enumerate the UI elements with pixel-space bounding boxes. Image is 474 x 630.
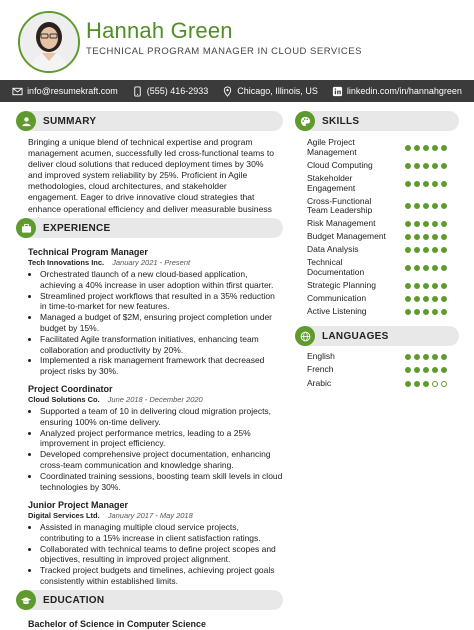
rating-dot: [423, 309, 429, 315]
rating-dot: [423, 234, 429, 240]
contact-phone-text: (555) 416-2933: [146, 86, 209, 96]
rating-row: [307, 232, 447, 242]
rating-dot: [432, 221, 438, 227]
job-bullet: • Assisted in managing multiple cloud service projects, contributing to a 15% increase in client satisfaction ratings.: [40, 522, 283, 544]
rating-label: Communication: [307, 293, 367, 304]
rating-dot: [405, 367, 411, 373]
avatar: [18, 11, 80, 73]
contact-bar: [0, 80, 474, 102]
rating-dot: [423, 221, 429, 227]
job-dates: June 2018 - December 2020: [107, 395, 203, 404]
rating-label: Cloud Computing: [307, 159, 373, 170]
rating-dot: [441, 163, 447, 169]
candidate-role: TECHNICAL PROGRAM MANAGER IN CLOUD SERVICES: [86, 46, 362, 57]
section-skills-title: SKILLS: [322, 115, 360, 127]
rating-dots: [405, 265, 447, 271]
rating-dot: [423, 283, 429, 289]
job-bullets: [28, 269, 283, 377]
section-skills-header: [296, 111, 459, 131]
job-bullet: • Supported a team of 10 in delivering cloud migration projects, ensuring 100% on-time delivery.: [40, 406, 283, 428]
job-entry: [28, 247, 283, 377]
contact-linkedin[interactable]: [332, 86, 462, 97]
rating-dot: [441, 381, 447, 387]
rating-dot: [441, 203, 447, 209]
rating-dots: [405, 234, 447, 240]
rating-row: [307, 197, 447, 217]
rating-row: [307, 245, 447, 255]
rating-dot: [441, 145, 447, 151]
rating-dot: [405, 283, 411, 289]
rating-dot: [414, 234, 420, 240]
rating-dot: [432, 203, 438, 209]
rating-dot: [432, 181, 438, 187]
job-bullet: • Facilitated Agile transformation initiatives, enhancing team collaboration and productivity by 20%.: [40, 334, 283, 356]
rating-dot: [414, 296, 420, 302]
rating-dots: [405, 354, 447, 360]
job-bullet: • Implemented a risk management framework that decreased project risks by 30%.: [40, 355, 283, 377]
rating-dot: [423, 181, 429, 187]
rating-label: Agile Project Management: [307, 137, 357, 157]
job-company-line: [28, 395, 283, 405]
rating-dots: [405, 367, 447, 373]
job-company: Cloud Solutions Co.: [28, 395, 100, 404]
rating-dot: [423, 203, 429, 209]
rating-dots: [405, 221, 447, 227]
palette-icon: [295, 111, 315, 131]
rating-dot: [405, 145, 411, 151]
rating-dot: [423, 145, 429, 151]
education-degree: Bachelor of Science in Computer Science: [28, 619, 207, 629]
linkedin-icon: [332, 86, 343, 97]
rating-label: Data Analysis: [307, 244, 359, 255]
rating-label: English: [307, 351, 335, 361]
rating-row: [307, 258, 447, 278]
user-icon: [16, 111, 36, 131]
skills-list: [307, 138, 447, 320]
rating-dot: [405, 247, 411, 253]
rating-dot: [423, 367, 429, 373]
job-bullet: • Tracked project budgets and timelines, achieving project goals consistently within established limits.: [40, 565, 283, 587]
job-bullet: • Managed a budget of $2M, ensuring project completion under budget by 15%.: [40, 312, 283, 334]
rating-dot: [432, 247, 438, 253]
rating-dot: [432, 163, 438, 169]
job-title: Junior Project Manager: [28, 500, 129, 510]
rating-dot: [423, 163, 429, 169]
rating-label: French: [307, 364, 334, 375]
mail-icon: [12, 86, 23, 97]
job-company: Tech Innovations Inc.: [28, 258, 105, 267]
rating-dot: [405, 381, 411, 387]
job-bullets: [28, 406, 283, 492]
phone-icon: [132, 86, 143, 97]
rating-row: [307, 161, 447, 171]
rating-dot: [414, 354, 420, 360]
rating-label: Risk Management: [307, 218, 376, 229]
job-dates: January 2021 - Present: [112, 258, 191, 267]
rating-dot: [432, 296, 438, 302]
rating-dot: [432, 283, 438, 289]
rating-dot: [432, 309, 438, 315]
rating-dot: [432, 265, 438, 271]
rating-row: [307, 281, 447, 291]
rating-dot: [441, 309, 447, 315]
job-title: Project Coordinator: [28, 384, 113, 394]
rating-label: Stakeholder Engagement: [307, 172, 356, 193]
location-pin-icon: [222, 86, 233, 97]
rating-dot: [405, 309, 411, 315]
rating-row: [307, 365, 447, 375]
rating-label: Strategic Planning: [307, 280, 376, 291]
rating-row: [307, 219, 447, 229]
rating-dot: [441, 265, 447, 271]
rating-row: [307, 174, 447, 194]
briefcase-icon: [16, 218, 36, 238]
job-company-line: [28, 258, 283, 268]
rating-dots: [405, 283, 447, 289]
job-bullet: • Collaborated with technical teams to define project scopes and objectives, resulting in improved project alignment.: [40, 544, 283, 566]
section-experience-header: [17, 218, 283, 238]
rating-dot: [441, 234, 447, 240]
rating-dot: [414, 309, 420, 315]
rating-dot: [432, 145, 438, 151]
rating-label: Technical Documentation: [307, 257, 365, 278]
summary-paragraph: Bringing a unique blend of technical expertise and program management acumen, successfully led cross-functional teams to deliver cloud solutions that reduced deployment times by 30% and improved system reliability by 25%. Proficient in Agile methodologies, cloud architectures, and stakeholder engagement. Eager to drive innovative cloud strategies that enhance operational efficiency and deliver measurable business: [28, 137, 274, 214]
rating-row: [307, 352, 447, 362]
rating-dot: [414, 145, 420, 151]
section-summary-header: [17, 111, 283, 131]
rating-dot: [405, 221, 411, 227]
rating-dot: [405, 234, 411, 240]
resume-header: [0, 0, 474, 80]
contact-phone[interactable]: [132, 86, 209, 97]
rating-dot: [423, 265, 429, 271]
section-languages-header: [296, 326, 459, 346]
section-summary-title: SUMMARY: [43, 115, 97, 127]
rating-dots: [405, 145, 447, 151]
rating-dot: [414, 203, 420, 209]
job-title: Technical Program Manager: [28, 247, 148, 257]
rating-dot: [405, 296, 411, 302]
job-entry: [28, 500, 283, 587]
rating-dot: [441, 247, 447, 253]
rating-row: [307, 294, 447, 304]
rating-dot: [423, 381, 429, 387]
job-bullet: • Orchestrated tlaunch of a new cloud-based application, achieving a 40% increase in user adoption within tfirst quarter.: [40, 269, 283, 291]
rating-row: [307, 138, 447, 158]
rating-dot: [423, 247, 429, 253]
rating-label: Budget Management: [307, 231, 386, 242]
job-bullet: • Developed comprehensive project documentation, enhancing cross-team communication and knowledge sharing.: [40, 449, 283, 471]
job-bullet: • Analyzed project performance metrics, leading to a 25% improvement in project efficiency.: [40, 428, 283, 450]
rating-dot: [405, 203, 411, 209]
rating-dot: [441, 221, 447, 227]
rating-dot: [414, 163, 420, 169]
section-languages-title: LANGUAGES: [322, 330, 389, 342]
rating-dot: [441, 296, 447, 302]
contact-email[interactable]: [12, 86, 118, 97]
globe-icon: [295, 326, 315, 346]
rating-dot: [414, 265, 420, 271]
job-bullet: • Coordinated training sessions, boosting team skill levels in cloud technologies by 30%.: [40, 471, 283, 493]
rating-dot: [423, 354, 429, 360]
languages-list: [307, 352, 447, 392]
section-education-title: EDUCATION: [43, 594, 105, 606]
job-entry: [28, 384, 283, 492]
rating-dots: [405, 203, 447, 209]
rating-row: [307, 379, 447, 389]
rating-dot: [414, 247, 420, 253]
rating-dot: [441, 354, 447, 360]
rating-dots: [405, 309, 447, 315]
job-dates: January 2017 - May 2018: [107, 511, 193, 520]
rating-row: [307, 307, 447, 317]
rating-dot: [441, 181, 447, 187]
rating-dots: [405, 296, 447, 302]
rating-dot: [405, 181, 411, 187]
job-bullet: • Streamlined project workflows that resulted in a 35% reduction in time-to-market for new features.: [40, 291, 283, 313]
rating-dot: [432, 381, 438, 387]
rating-dot: [405, 163, 411, 169]
rating-dot: [414, 221, 420, 227]
graduation-cap-icon: [16, 590, 36, 610]
rating-dots: [405, 181, 447, 187]
rating-dots: [405, 247, 447, 253]
rating-dot: [414, 367, 420, 373]
rating-dot: [405, 265, 411, 271]
contact-location-text: Chicago, Illinois, US: [237, 86, 318, 96]
rating-label: Active Listening: [307, 306, 367, 317]
rating-dot: [441, 283, 447, 289]
contact-linkedin-text: linkedin.com/in/hannahgreen: [346, 86, 462, 96]
contact-location: [222, 86, 318, 97]
rating-dot: [432, 354, 438, 360]
rating-dot: [441, 367, 447, 373]
rating-label: Cross-Functional Team Leadership: [307, 195, 373, 216]
rating-dot: [414, 283, 420, 289]
contact-email-text: info@resumekraft.com: [27, 86, 118, 96]
rating-dot: [414, 381, 420, 387]
rating-dot: [414, 181, 420, 187]
job-company-line: [28, 511, 283, 521]
candidate-name: Hannah Green: [86, 18, 233, 43]
rating-dots: [405, 163, 447, 169]
rating-label: Arabic: [307, 377, 332, 388]
rating-dot: [423, 296, 429, 302]
rating-dot: [405, 354, 411, 360]
job-bullets: [28, 522, 283, 587]
avatar-portrait: [20, 13, 78, 71]
rating-dot: [432, 367, 438, 373]
job-company: Digital Services Ltd.: [28, 511, 100, 520]
section-education-header: [17, 590, 283, 610]
section-experience-title: EXPERIENCE: [43, 222, 111, 234]
rating-dot: [432, 234, 438, 240]
rating-dots: [405, 381, 447, 387]
